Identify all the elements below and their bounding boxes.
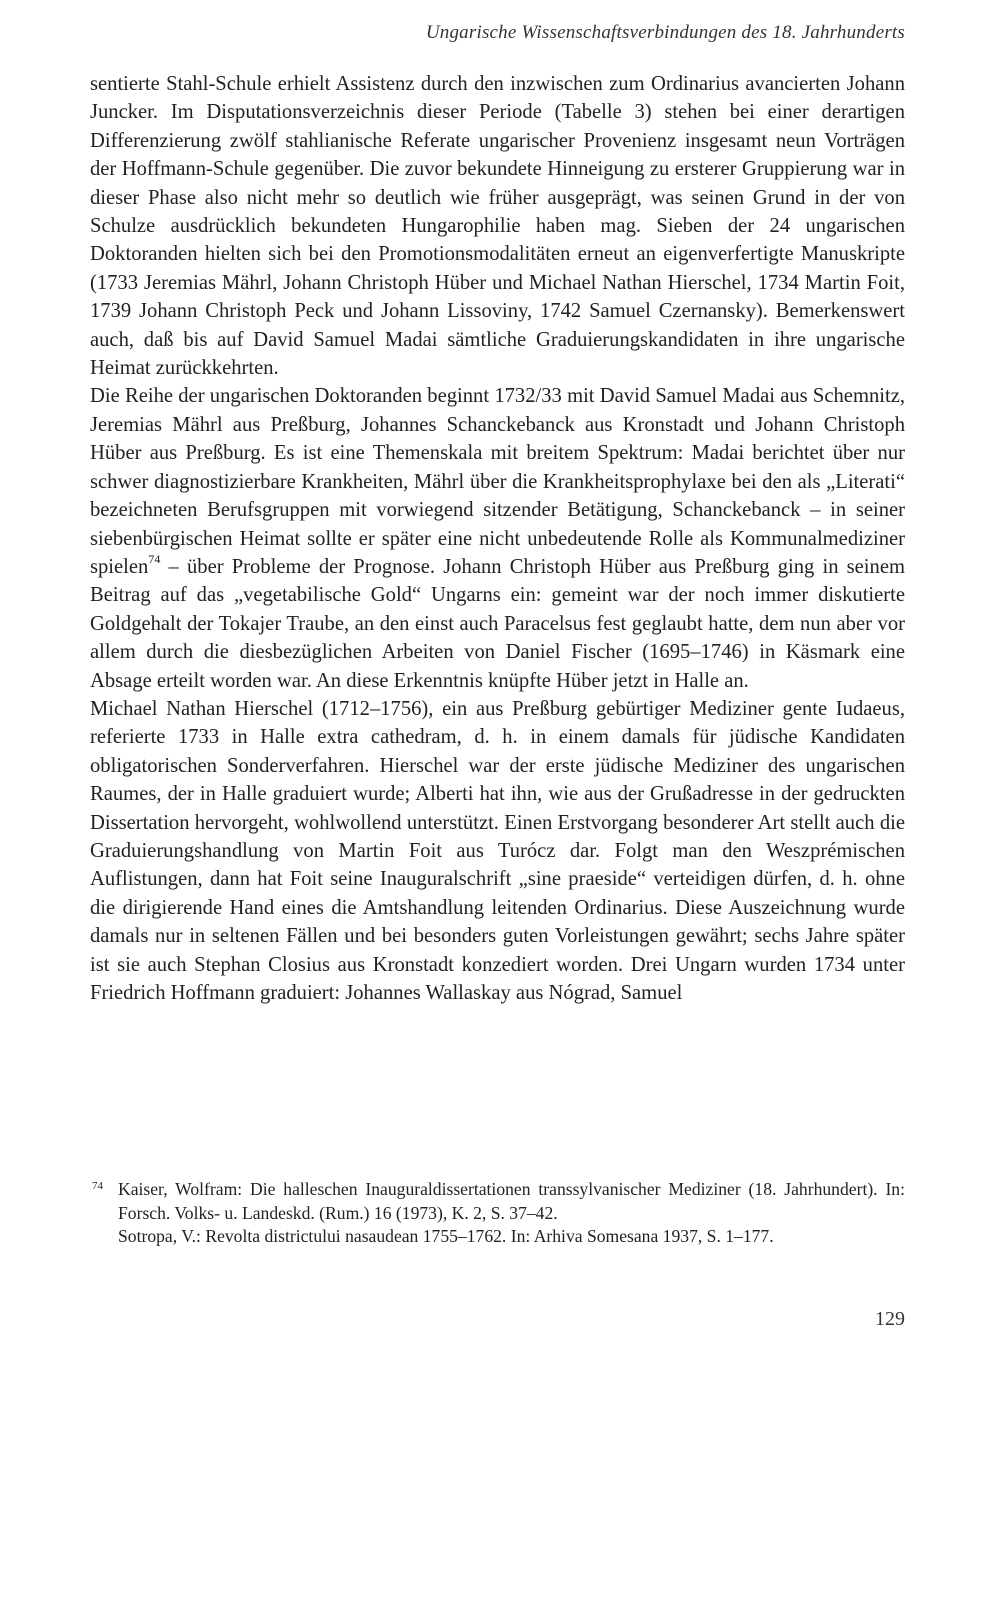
page-number: 129 [875,1308,905,1330]
paragraph-3: Michael Nathan Hierschel (1712–1756), ein aus Preßburg gebürtiger Mediziner gente Iudaeus, referierte 1733 in Halle extra cathedram, d. h. in einem damals für jüdische Kandidaten obligatorischen Sonderverfahren. Hierschel war der erste jüdische Mediziner des ungarischen Raumes, der in Halle graduiert wurde; Alberti hat ihn, wie aus der Grußadresse in der gedruckten Dissertation hervorgeht, wohlwollend unterstützt. Einen Erstvorgang besonderer Art stellt auch die Graduierungshandlung von Martin Foit aus Turócz dar. Folgt man den Weszprémischen Auflistungen, dann hat Foit seine Inauguralschrift „sine praeside“ verteidigen dürfen, d. h. ohne die dirigierende Hand eines die Amtshandlung leitenden Ordinarius. Diese Auszeichnung wurde damals nur in seltenen Fällen und bei besonders guten Vorleistungen gewährt; sechs Jahre später ist sie auch Stephan Closius aus Kronstadt konzediert worden. Drei Ungarn wurden 1734 unter Friedrich Hoffmann graduiert: Johannes Wallaskay aus Nógrad, Samuel [90,697,905,1004]
footnote-citation-2: Sotropa, V.: Revolta districtului nasaudean 1755–1762. In: Arhiva Somesana 1937, S. 1–177. [118,1226,774,1246]
paragraph-2-text: Die Reihe der ungarischen Doktoranden beginnt 1732/33 mit David Samuel Madai aus Schemnitz, Jeremias Mährl aus Preßburg, Johannes Schanckebanck aus Kronstadt und Johann Christoph Hüber aus Preßburg. Es ist eine Themenskala mit breitem Spektrum: Madai berichtet über nur schwer diagnostizierbare Krankheiten, Mährl über die Krankheitsprophylaxe bei den als „Literati“ bezeichneten Berufsgruppen mit vorwiegend sitzender Betätigung, Schanckebanck – in seiner siebenbürgischen Heimat sollte er später eine nicht unbedeutende Rolle als Kommunalmediziner spielen [90,385,905,578]
footnote-number: 74 [92,1180,103,1192]
paragraph-1: sentierte Stahl-Schule erhielt Assistenz durch den inzwischen zum Ordinarius avancierten Johann Juncker. Im Disputationsverzeichnis dieser Periode (Tabelle 3) stehen bei einer derartigen Differenzierung zwölf stahlianische Referate ungarischer Provenienz insgesamt neun Vorträgen der Hoffmann-Schule gegenüber. Die zuvor bekundete Hinneigung zu ersterer Gruppierung war in dieser Phase also nicht mehr so deutlich wie früher ausgeprägt, was seinen Grund in der von Schulze ausdrücklich bekundeten Hungarophilie haben mag. Sieben der 24 ungarischen Doktoranden hielten sich bei den Promotionsmodalitäten erneut an eigenverfertigte Manuskripte (1733 Jeremias Mährl, Johann Christoph Hüber und Michael Nathan Hierschel, 1734 Martin Foit, 1739 Johann Christoph Peck und Johann Lissoviny, 1742 Samuel Czernansky). Bemerkenswert auch, daß bis auf David Samuel Madai sämtliche Graduierungskandidaten in ihre ungarische Heimat zurückkehrten. [90,73,905,380]
footnote-74 [90,1178,905,1249]
footnote-text [118,1178,905,1249]
paragraph-2-continuation: – über Probleme der Prognose. Johann Christoph Hüber aus Preßburg ging in seinem Beitrag auf das „vegetabilische Gold“ Ungarns ein: gemeint war der noch immer diskutierte Goldgehalt der Tokajer Traube, an den einst auch Paracelsus fest geglaubt hatte, dem nun aber vor allem durch die diesbezüglichen Arbeiten von Daniel Fischer (1695–1746) in Käsmark eine Absage erteilt worden war. An diese Erkenntnis knüpfte Hüber jetzt in Halle an. [90,555,905,692]
footnote-separator [90,1170,905,1171]
footnote-reference: 74 [148,552,161,567]
main-text [90,70,905,1007]
footnotes [90,1178,905,1249]
paragraph-2 [90,382,905,694]
running-head: Ungarische Wissenschaftsverbindungen des 18. Jahrhunderts [425,22,905,43]
footnote-citation-1: Kaiser, Wolfram: Die halleschen Inauguraldissertationen transsylvanischer Mediziner (18. Jahrhundert). In: Forsch. Volks- u. Landeskd. (Rum.) 16 (1973), K. 2, S. 37–42. [118,1179,905,1223]
